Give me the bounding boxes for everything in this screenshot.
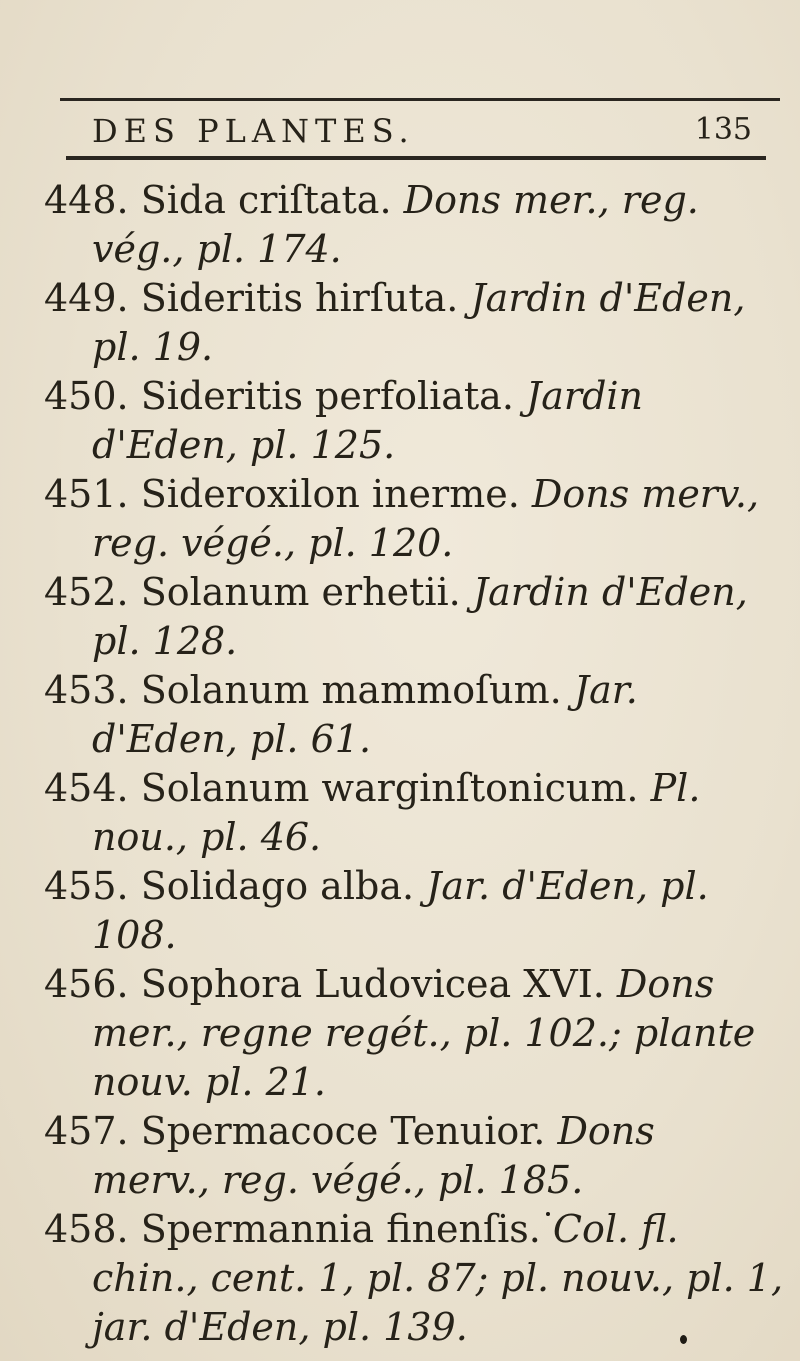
- running-head: [92, 104, 752, 154]
- list-item: [44, 470, 784, 568]
- plate-reference: Pl. nou., pl. 46.: [92, 766, 701, 859]
- plate-reference: Jar. d'Eden, pl. 61.: [92, 668, 638, 761]
- list-item: [44, 274, 784, 372]
- page-number: 135: [694, 112, 752, 147]
- plant-name: Sida criſtata.: [140, 178, 392, 222]
- entry-number: 452.: [44, 570, 129, 614]
- entry-number: 451.: [44, 472, 129, 516]
- plate-reference: Dons merv., reg. végé., pl. 185.: [92, 1109, 655, 1202]
- ink-spot: [546, 1212, 550, 1216]
- plant-name: Sophora Ludovicea XVI.: [140, 962, 605, 1006]
- list-item: [44, 1205, 784, 1352]
- plant-name: Spermacoce Tenuior.: [140, 1109, 546, 1153]
- list-item: [44, 862, 784, 960]
- plant-name: Sideritis perfoliata.: [140, 374, 514, 418]
- entry-number: 455.: [44, 864, 129, 908]
- plate-reference: Jardin d'Eden, pl. 19.: [92, 276, 746, 369]
- plant-name: Solanum mammoſum.: [140, 668, 562, 712]
- plant-name: Spermannia finenſis.: [140, 1207, 541, 1251]
- entry-number: 454.: [44, 766, 129, 810]
- plate-reference: Jardin d'Eden, pl. 125.: [92, 374, 644, 467]
- list-item: [44, 666, 784, 764]
- plate-reference: Jar. d'Eden, pl. 108.: [92, 864, 709, 957]
- list-item: [44, 1107, 784, 1205]
- plate-reference: Dons merv., reg. végé., pl. 120.: [92, 472, 760, 565]
- plate-reference: Jardin d'Eden, pl. 128.: [92, 570, 748, 663]
- header-top-rule: [60, 98, 780, 101]
- entry-number: 456.: [44, 962, 129, 1006]
- ink-spot: [680, 1335, 687, 1344]
- entry-number: 449.: [44, 276, 129, 320]
- list-item: [44, 372, 784, 470]
- plant-name: Sideroxilon inerme.: [140, 472, 520, 516]
- list-item: [44, 176, 784, 274]
- list-item: [44, 568, 784, 666]
- entry-number: 448.: [44, 178, 129, 222]
- entry-number: 450.: [44, 374, 129, 418]
- list-item: [44, 764, 784, 862]
- list-item: [44, 960, 784, 1107]
- plant-name: Sideritis hirſuta.: [140, 276, 459, 320]
- plant-name: Solanum erhetii.: [140, 570, 461, 614]
- plant-name: Solanum warginſtonicum.: [140, 766, 639, 810]
- entry-number: 458.: [44, 1207, 129, 1251]
- entry-number: 453.: [44, 668, 129, 712]
- entry-number: 457.: [44, 1109, 129, 1153]
- plant-list: [44, 176, 784, 1352]
- running-title: DES PLANTES.: [92, 112, 415, 150]
- plant-name: Solidago alba.: [140, 864, 415, 908]
- plate-reference: Col. fl. chin., cent. 1, pl. 87; pl. nouv., pl. 1, jar. d'Eden, pl. 139.: [92, 1207, 784, 1349]
- header-bottom-rule: [66, 156, 766, 160]
- plate-reference: Dons mer., reg. vég., pl. 174.: [92, 178, 699, 271]
- plate-reference: Dons mer., regne regét., pl. 102.; plante nouv. pl. 21.: [92, 962, 756, 1104]
